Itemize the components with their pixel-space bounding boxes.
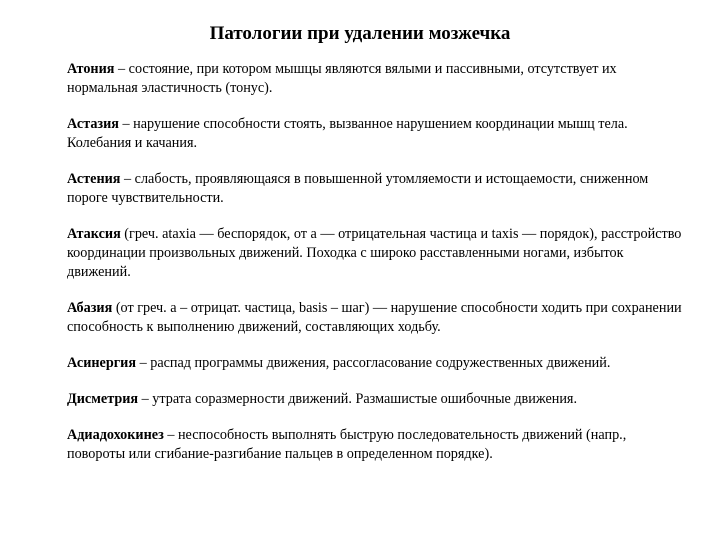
term-definition: – распад программы движения, рассогласование содружественных движений. xyxy=(136,355,611,371)
term-name: Абазия xyxy=(67,300,113,316)
term-list xyxy=(67,60,687,481)
term-name: Атония xyxy=(67,61,115,77)
term-definition: (греч. ataxia — беспорядок, от а — отрицательная частица и taxis — порядок), расстройство координации произвольных движений. Походка с широко расставленными ногами, избыток движений. xyxy=(67,226,682,280)
term-definition: – нарушение способности стоять, вызванное нарушением координации мышц тела. Колебания и качания. xyxy=(67,116,628,151)
term-entry-atonia xyxy=(67,60,687,98)
term-definition: – неспособность выполнять быструю последовательность движений (напр., повороты или сгибание-разгибание пальцев в определенном порядке). xyxy=(67,427,627,462)
term-name: Астазия xyxy=(67,116,119,132)
term-name: Адиадохокинез xyxy=(67,427,164,443)
term-entry-dysmetria xyxy=(67,390,687,409)
term-name: Асинергия xyxy=(67,355,137,371)
term-definition: – состояние, при котором мышцы являются вялыми и пассивными, отсутствует их нормальная эластичность (тонус). xyxy=(67,61,617,96)
term-definition: – слабость, проявляющаяся в повышенной утомляемости и истощаемости, сниженном пороге чувствительности. xyxy=(67,171,649,206)
term-name: Астения xyxy=(67,171,121,187)
term-entry-adiadochokinesis xyxy=(67,426,687,464)
term-name: Атаксия xyxy=(67,226,121,242)
term-entry-abasia xyxy=(67,299,687,337)
term-entry-ataxia xyxy=(67,225,687,282)
page-title: Патологии при удалении мозжечка xyxy=(209,23,511,44)
term-entry-asynergia xyxy=(67,354,687,373)
term-definition: – утрата соразмерности движений. Размашистые ошибочные движения. xyxy=(138,391,577,407)
term-entry-astasia xyxy=(67,115,687,153)
term-definition: (от греч. а – отрицат. частица, basis – шаг) — нарушение способности ходить при сохранении способность к выполнению движений, составляющих ходьбу. xyxy=(67,300,682,335)
term-entry-asthenia xyxy=(67,170,687,208)
term-name: Дисметрия xyxy=(67,391,139,407)
